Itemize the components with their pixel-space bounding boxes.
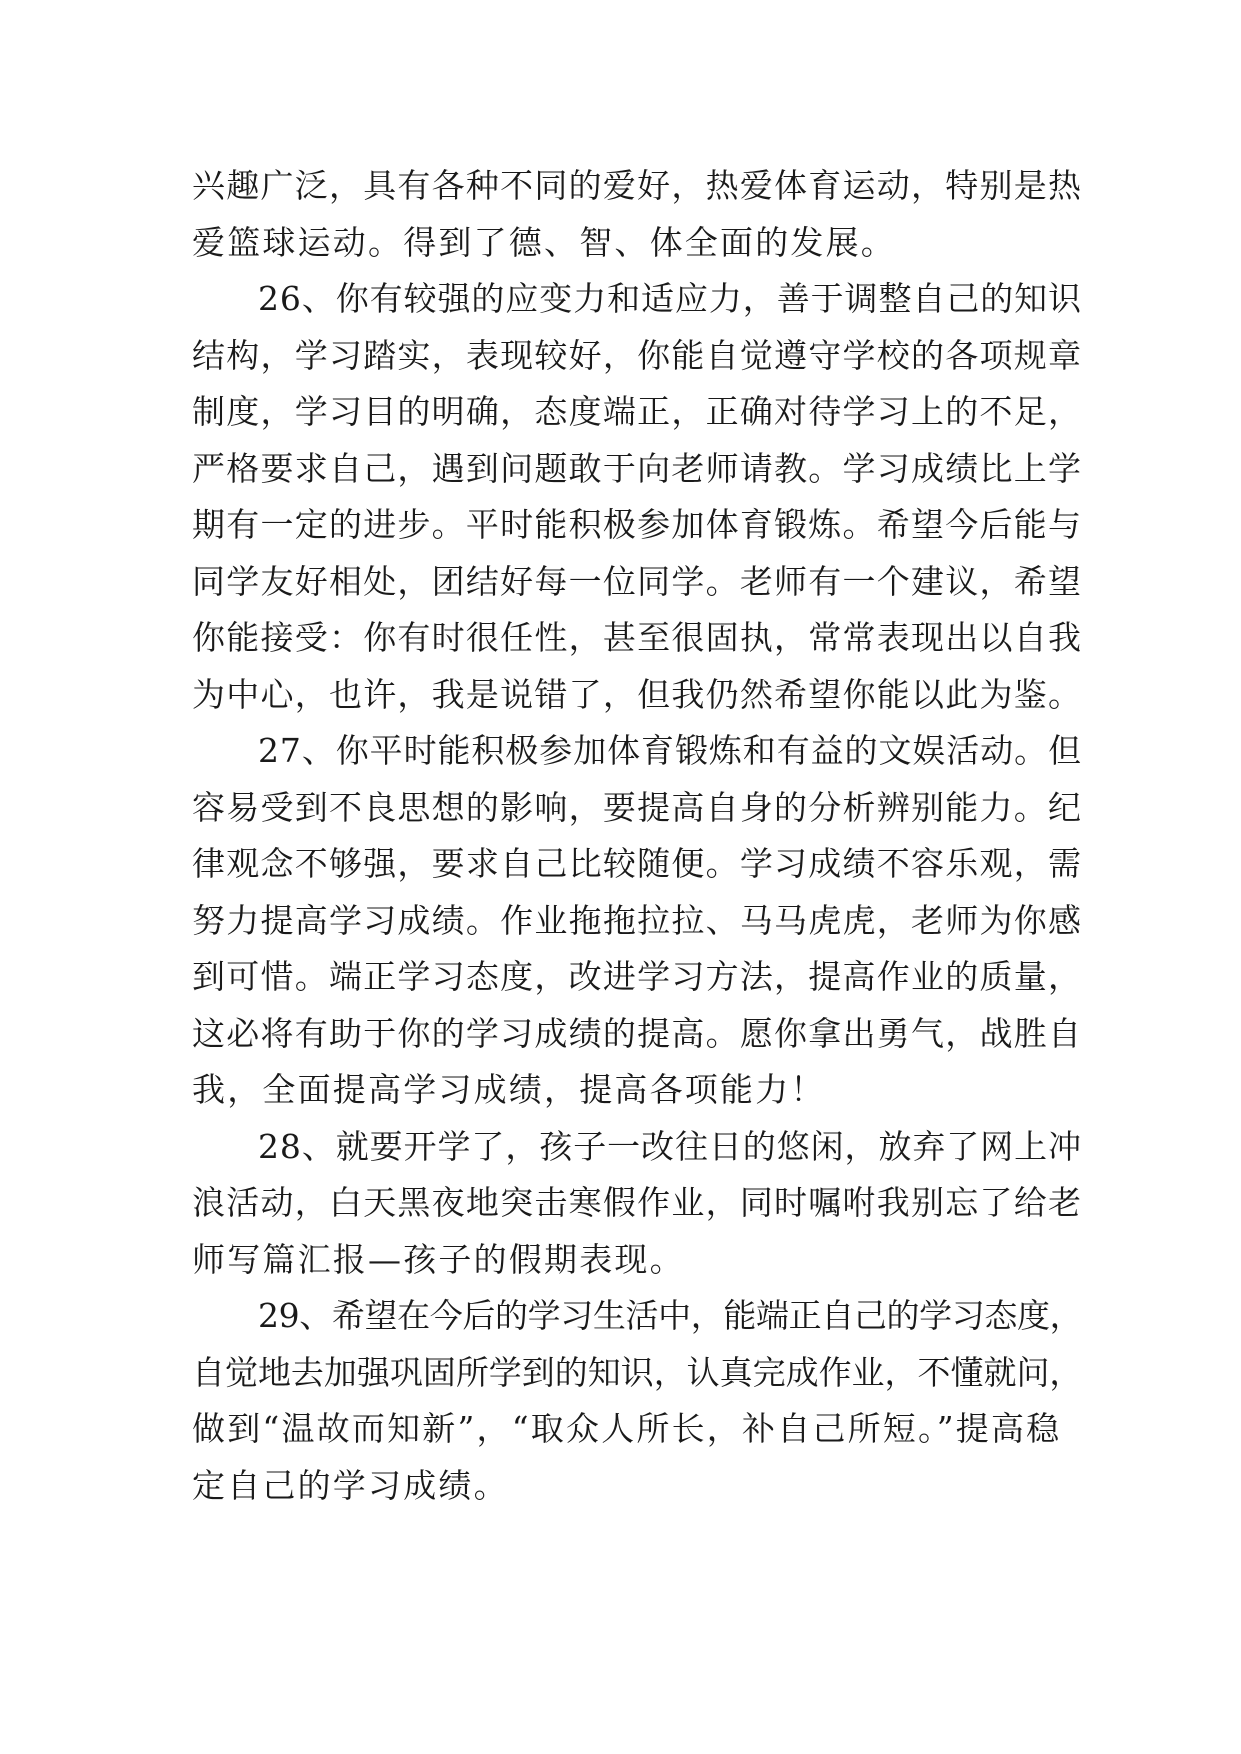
- text-line: 制度，学习目的明确，态度端正，正确对待学习上的不足，: [192, 392, 1083, 431]
- text-line: 我，全面提高学习成绩，提高各项能力！: [192, 1070, 826, 1109]
- text-line: 严格要求自己，遇到问题敢于向老师请教。学习成绩比上学: [192, 448, 1083, 488]
- text-line: 浪活动，白天黑夜地突击寒假作业，同时嘱咐我别忘了给老: [192, 1183, 1083, 1222]
- text-line: 这必将有助于你的学习成绩的提高。愿你拿出勇气，战胜自: [192, 1013, 1083, 1053]
- text-line: 自觉地去加强巩固所学到的知识，认真完成作业，不懂就问，: [192, 1352, 1083, 1392]
- document-body: [192, 158, 1083, 1514]
- text-line: 爱篮球运动。得到了德、智、体全面的发展。: [192, 222, 896, 262]
- text-line: 29、希望在今后的学习生活中，能端正自己的学习态度，: [258, 1296, 1083, 1335]
- text-line: 期有一定的进步。平时能积极参加体育锻炼。希望今后能与: [192, 505, 1083, 544]
- text-line: 定自己的学习成绩。: [192, 1465, 509, 1505]
- text-line: 师写篇汇报—孩子的假期表现。: [192, 1239, 685, 1279]
- text-line: 27、你平时能积极参加体育锻炼和有益的文娱活动。但: [258, 731, 1082, 770]
- text-line: 容易受到不良思想的影响，要提高自身的分析辨别能力。纪: [192, 787, 1083, 827]
- text-line: 结构，学习踏实，表现较好，你能自觉遵守学校的各项规章: [192, 335, 1083, 375]
- text-line: 努力提高学习成绩。作业拖拖拉拉、马马虎虎，老师为你感: [192, 900, 1083, 940]
- text-line: 28、就要开学了，孩子一改往日的悠闲，放弃了网上冲: [258, 1126, 1082, 1166]
- text-line: 律观念不够强，要求自己比较随便。学习成绩不容乐观，需: [192, 844, 1083, 883]
- text-line: 到可惜。端正学习态度，改进学习方法，提高作业的质量，: [192, 957, 1083, 996]
- text-line: 兴趣广泛，具有各种不同的爱好，热爱体育运动，特别是热: [192, 166, 1083, 205]
- text-line: 做到“温故而知新”，“取众人所长，补自己所短。”提高稳: [192, 1409, 1062, 1448]
- text-line: 同学友好相处，团结好每一位同学。老师有一个建议，希望: [192, 561, 1083, 601]
- text-line: 你能接受：你有时很任性，甚至很固执，常常表现出以自我: [192, 618, 1083, 657]
- text-line: 26、你有较强的应变力和适应力，善于调整自己的知识: [258, 279, 1082, 318]
- text-line: 为中心，也许，我是说错了，但我仍然希望你能以此为鉴。: [192, 674, 1083, 714]
